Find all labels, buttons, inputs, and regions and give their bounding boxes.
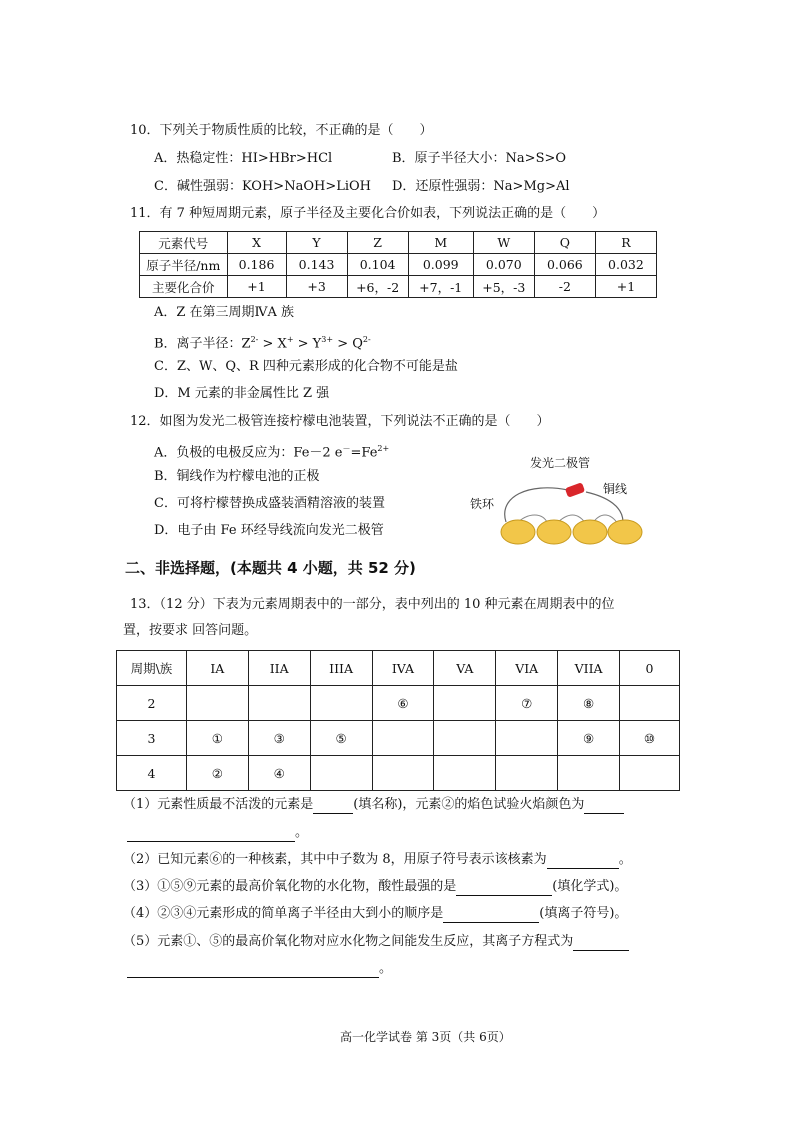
q13-header-cell: 0 bbox=[620, 651, 680, 686]
q11-cell: X bbox=[227, 232, 286, 254]
q13-header-cell: IIA bbox=[248, 651, 310, 686]
q13-cell: ⑧ bbox=[558, 686, 620, 721]
q13-part1-text: (填名称)，元素②的焰色试验火焰颜色为 bbox=[353, 797, 585, 812]
q13-part1-cont bbox=[127, 824, 308, 842]
q13-cell bbox=[248, 686, 310, 721]
q11-cell: 原子半径/nm bbox=[140, 254, 228, 276]
q13-part3-end: (填化学式)。 bbox=[552, 879, 628, 894]
q13-cell: ② bbox=[186, 756, 248, 791]
q12-option-a bbox=[154, 440, 389, 462]
q13-header-cell: IIIA bbox=[310, 651, 372, 686]
charge-sup: 2+ bbox=[377, 444, 390, 453]
q13-cell bbox=[620, 686, 680, 721]
q11-cell: +3 bbox=[286, 276, 347, 298]
q13-part4-text: （4）②③④元素形成的简单离子半径由大到小的顺序是 bbox=[123, 906, 444, 921]
q11-table bbox=[139, 231, 657, 298]
q13-cell: ④ bbox=[248, 756, 310, 791]
q11-option-d: D．M 元素的非金属性比 Z 强 bbox=[154, 386, 330, 401]
answer-blank[interactable] bbox=[313, 799, 353, 814]
q13-header-cell: IVA bbox=[372, 651, 434, 686]
q11-option-b bbox=[154, 331, 371, 353]
answer-blank[interactable] bbox=[573, 936, 629, 951]
q11-cell: 0.099 bbox=[408, 254, 473, 276]
q11-cell: +1 bbox=[227, 276, 286, 298]
q11-cell: +6，-2 bbox=[347, 276, 408, 298]
answer-blank[interactable] bbox=[456, 881, 552, 896]
q11-option-b-part: > Q bbox=[333, 336, 363, 352]
led-icon bbox=[565, 482, 585, 498]
q11-stem: 11．有 7 种短周期元素，原子半径及主要化合价如表，下列说法正确的是（ ） bbox=[130, 206, 606, 221]
q13-cell bbox=[620, 756, 680, 791]
q13-part4-end: (填离子符号)。 bbox=[539, 906, 628, 921]
q13-header-cell: VIIA bbox=[558, 651, 620, 686]
q13-cell bbox=[434, 756, 496, 791]
q11-table-row bbox=[140, 276, 657, 298]
q13-table-row bbox=[117, 721, 680, 756]
q10-option-b: B．原子半径大小：Na>S>O bbox=[392, 151, 567, 166]
q11-cell: Z bbox=[347, 232, 408, 254]
answer-blank[interactable] bbox=[584, 799, 624, 814]
q13-part1 bbox=[123, 796, 624, 814]
q13-part3-text: （3）①⑤⑨元素的最高价氧化物的水化物，酸性最强的是 bbox=[123, 879, 457, 894]
q12-option-b: B．铜线作为柠檬电池的正极 bbox=[154, 469, 320, 484]
q13-header-cell: VIA bbox=[496, 651, 558, 686]
charge-sup: 2- bbox=[362, 335, 371, 344]
q13-cell: 4 bbox=[117, 756, 187, 791]
q13-periodic-table bbox=[116, 650, 680, 791]
q13-table-header bbox=[117, 651, 680, 686]
q11-option-c: C．Z、W、Q、R 四种元素形成的化合物不可能是盐 bbox=[154, 359, 458, 374]
q11-cell: 0.104 bbox=[347, 254, 408, 276]
lemon-battery-figure bbox=[468, 452, 648, 552]
q12-option-a-prefix: A．负极的电极反应为：Fe－2 e bbox=[154, 445, 343, 461]
q11-option-a: A．Z 在第三周期ⅣA 族 bbox=[154, 305, 295, 320]
q10-option-a: A．热稳定性：HI>HBr>HCl bbox=[154, 151, 333, 166]
q13-part2-end: 。 bbox=[618, 852, 632, 867]
q11-cell: 主要化合价 bbox=[140, 276, 228, 298]
q11-cell: 0.066 bbox=[534, 254, 595, 276]
q13-cell: ⑥ bbox=[372, 686, 434, 721]
q13-cell: ⑨ bbox=[558, 721, 620, 756]
answer-blank[interactable] bbox=[127, 963, 379, 978]
q13-cell bbox=[310, 686, 372, 721]
q11-cell: Y bbox=[286, 232, 347, 254]
q13-part1-text: （1）元素性质最不活泼的元素是 bbox=[123, 797, 314, 812]
q11-table-row bbox=[140, 232, 657, 254]
q11-cell: +7，-1 bbox=[408, 276, 473, 298]
q10-option-c: C．碱性强弱：KOH>NaOH>LiOH bbox=[154, 179, 371, 194]
answer-blank[interactable] bbox=[127, 827, 295, 842]
answer-blank[interactable] bbox=[547, 854, 619, 869]
q11-cell: +1 bbox=[595, 276, 656, 298]
q11-option-b-part: > Y bbox=[293, 336, 322, 352]
q13-part2 bbox=[123, 851, 632, 869]
lemon-icon bbox=[501, 520, 535, 544]
q11-cell: 元素代号 bbox=[140, 232, 228, 254]
led-label: 发光二极管 bbox=[530, 456, 591, 470]
q11-cell: 0.032 bbox=[595, 254, 656, 276]
q13-header-cell: IA bbox=[186, 651, 248, 686]
q11-table-row bbox=[140, 254, 657, 276]
q13-table-row bbox=[117, 686, 680, 721]
lemon-icon bbox=[573, 520, 607, 544]
q13-header-cell: VA bbox=[434, 651, 496, 686]
q12-option-a-mid: =Fe bbox=[350, 445, 378, 461]
copper-label: 铜线 bbox=[603, 482, 628, 496]
q13-part1-end: 。 bbox=[295, 825, 309, 840]
q10-option-d: D．还原性强弱：Na>Mg>Al bbox=[392, 179, 570, 194]
q13-part5-end: 。 bbox=[379, 961, 393, 976]
q12-option-d: D．电子由 Fe 环经导线流向发光二极管 bbox=[154, 523, 384, 538]
q11-option-b-prefix: B．离子半径：Z bbox=[154, 336, 251, 352]
charge-sup: 3+ bbox=[321, 335, 334, 344]
q13-cell bbox=[372, 756, 434, 791]
q13-cell bbox=[558, 756, 620, 791]
q11-cell: R bbox=[595, 232, 656, 254]
answer-blank[interactable] bbox=[443, 908, 539, 923]
q13-cell bbox=[496, 756, 558, 791]
q13-cell: ① bbox=[186, 721, 248, 756]
q11-cell: M bbox=[408, 232, 473, 254]
lemon-icon bbox=[608, 520, 642, 544]
charge-sup: 2- bbox=[250, 335, 259, 344]
q11-cell: +5，-3 bbox=[473, 276, 534, 298]
q10-stem: 10．下列关于物质性质的比较，不正确的是（ ） bbox=[130, 123, 433, 138]
q13-part5-cont bbox=[127, 960, 392, 978]
iron-label: 铁环 bbox=[470, 497, 495, 511]
q12-option-c: C．可将柠檬替换成盛装酒精溶液的装置 bbox=[154, 496, 385, 511]
q11-cell: W bbox=[473, 232, 534, 254]
q13-cell bbox=[372, 721, 434, 756]
q13-part5-text: （5）元素①、⑤的最高价氧化物对应水化物之间能发生反应，其离子方程式为 bbox=[123, 934, 574, 949]
section-title: 二、非选择题，(本题共 4 小题，共 52 分) bbox=[125, 559, 416, 577]
q11-cell: 0.186 bbox=[227, 254, 286, 276]
q13-cell bbox=[434, 686, 496, 721]
q11-option-b-part: > X bbox=[258, 336, 287, 352]
q13-cell bbox=[496, 721, 558, 756]
page-footer: 高一化学试卷 第 3页（共 6页） bbox=[340, 1030, 511, 1044]
q13-part5 bbox=[123, 933, 629, 951]
q13-cell: 2 bbox=[117, 686, 187, 721]
q13-cell bbox=[310, 756, 372, 791]
q13-cell: ⑦ bbox=[496, 686, 558, 721]
q11-cell: Q bbox=[534, 232, 595, 254]
q13-stem-line2: 置，按要求 回答问题。 bbox=[123, 623, 258, 638]
q13-cell: 3 bbox=[117, 721, 187, 756]
q13-stem-line1: 13．（12 分）下表为元素周期表中的一部分，表中列出的 10 种元素在周期表中的位 bbox=[130, 597, 615, 612]
charge-sup: + bbox=[286, 335, 294, 344]
lemon-icon bbox=[537, 520, 571, 544]
q13-part3 bbox=[123, 878, 627, 896]
wire-left bbox=[505, 488, 568, 522]
q13-cell: ⑤ bbox=[310, 721, 372, 756]
q11-cell: -2 bbox=[534, 276, 595, 298]
q13-table-row bbox=[117, 756, 680, 791]
q11-cell: 0.143 bbox=[286, 254, 347, 276]
q13-cell bbox=[434, 721, 496, 756]
q13-part2-text: （2）已知元素⑥的一种核素，其中中子数为 8，用原子符号表示该核素为 bbox=[123, 852, 547, 867]
q13-header-cell: 周期\族 bbox=[117, 651, 187, 686]
charge-sup: － bbox=[342, 444, 351, 453]
q11-cell: 0.070 bbox=[473, 254, 534, 276]
q13-part4 bbox=[123, 905, 627, 923]
q12-stem: 12．如图为发光二极管连接柠檬电池装置，下列说法不正确的是（ ） bbox=[130, 414, 550, 429]
q13-cell: ③ bbox=[248, 721, 310, 756]
q13-cell bbox=[186, 686, 248, 721]
q13-cell: ⑩ bbox=[620, 721, 680, 756]
